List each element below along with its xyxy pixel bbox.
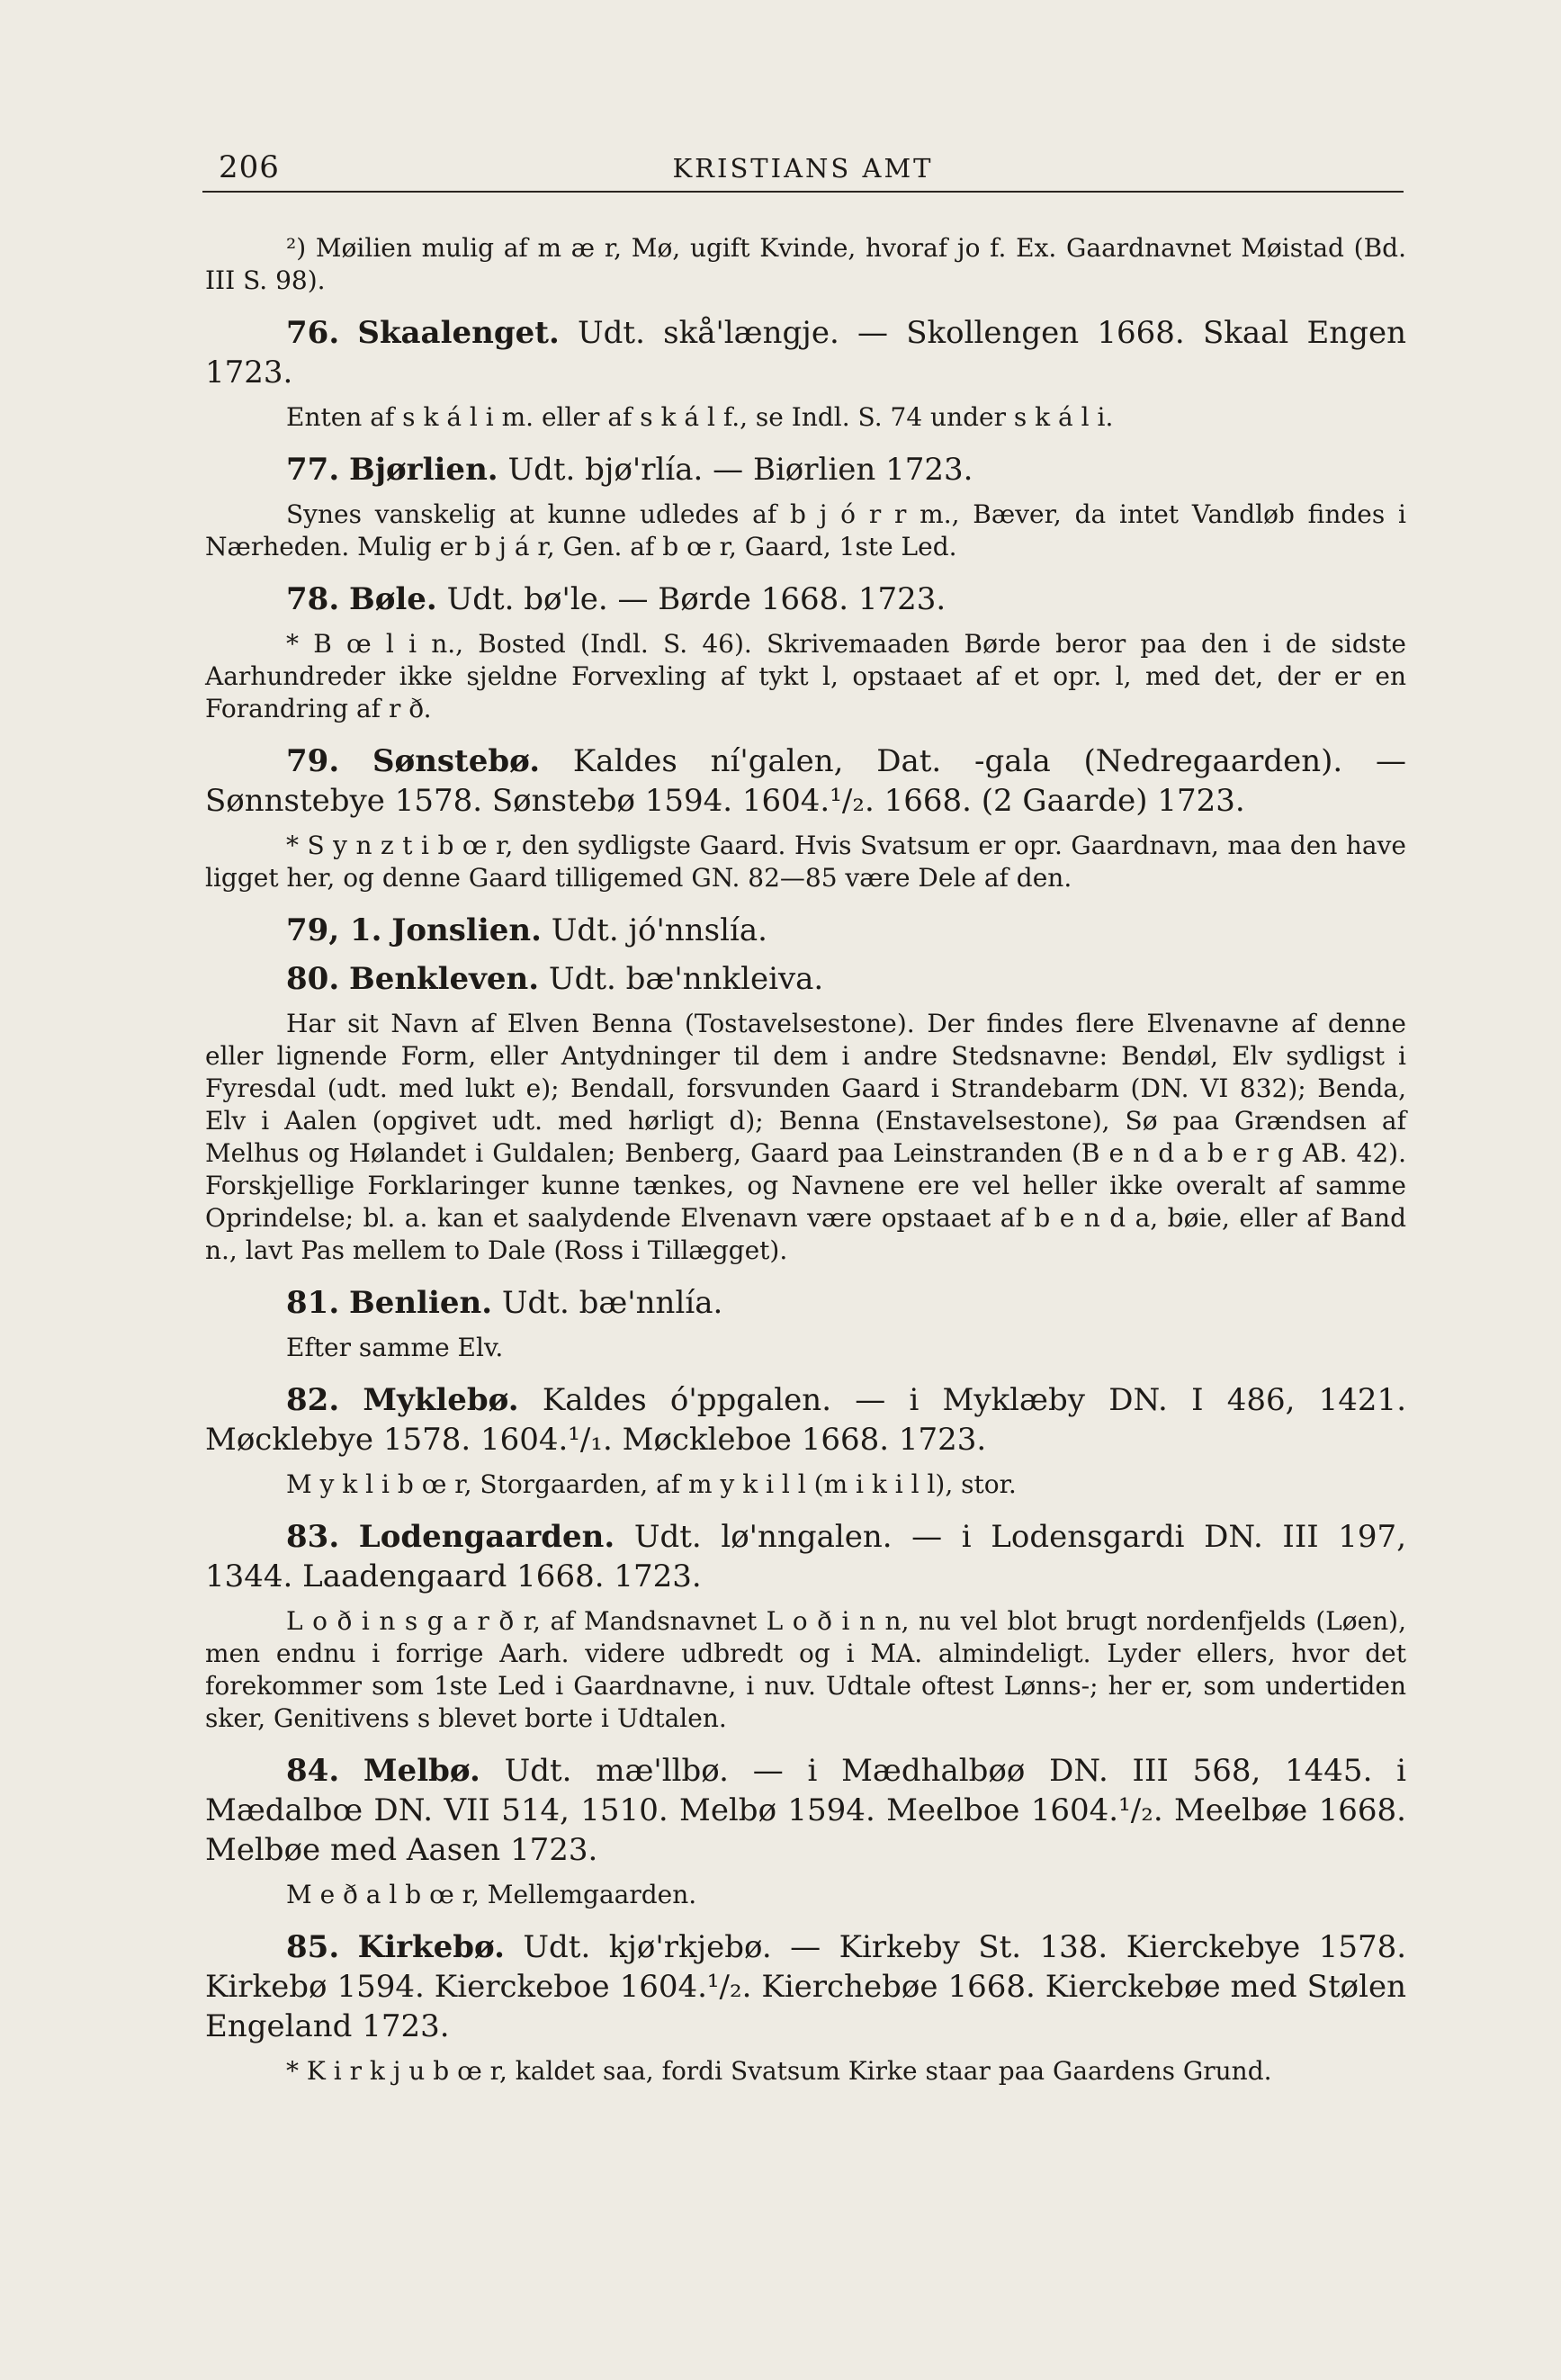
- paragraph-text: ²) Møilien mulig af m æ r, Mø, ugift Kvinde, hvoraf jo f. Ex. Gaardnavnet Møistad (Bd. III S. 98).: [205, 233, 1406, 295]
- entry-paragraph: [205, 911, 1406, 950]
- note-paragraph: [205, 1008, 1406, 1267]
- entry-title: Myklebø.: [363, 1382, 519, 1418]
- entry-paragraph: [205, 450, 1406, 489]
- entry-number: 84.: [286, 1753, 340, 1789]
- paragraph-text: Udt. skå'længje. — Skollengen 1668. Skaal Engen 1723.: [205, 315, 1406, 391]
- entry-paragraph: [205, 1517, 1406, 1596]
- note-paragraph: [205, 498, 1406, 563]
- paragraph-text: Har sit Navn af Elven Benna (Tostavelsestone). Der findes flere Elvenavne af denne eller lignende Form, eller Antydninger til dem i andre Stedsnavne: Bendøl, Elv sydligst i Fyresdal (udt. med lukt e); Bendall, forsvunden Gaard i Strandebarm (DN. VI 832); Benda, Elv i Aalen (opgivet udt. med hørligt d); Benna (Enstavelsestone), Sø paa Grændsen af Melhus og Hølandet i Guldalen; Benberg, Gaard paa Leinstranden (B e n d a b e r g AB. 42). Forskjellige Forklaringer kunne tænkes, og Navnene ere vel heller ikke overalt af samme Oprindelse; bl. a. kan et saalydende Elvenavn være opstaaet af b e n d a, bøie, eller af Band n., lavt Pas mellem to Dale (Ross i Tillægget).: [205, 1009, 1406, 1265]
- entry-number: 79, 1.: [286, 912, 382, 948]
- entry-number: 81.: [286, 1285, 340, 1321]
- paragraph-text: Efter samme Elv.: [286, 1333, 504, 1362]
- page-body: [205, 232, 1406, 2104]
- paragraph-text: M e ð a l b œ r, Mellemgaarden.: [286, 1880, 697, 1909]
- entry-paragraph: [205, 313, 1406, 392]
- entry-paragraph: [205, 741, 1406, 821]
- paragraph-text: Kaldes ó'ppgalen. — i Myklæby DN. I 486, 1421. Møcklebye 1578. 1604.¹/₁. Møckleboe 1668. 1723.: [205, 1382, 1406, 1458]
- note-paragraph: [205, 1605, 1406, 1735]
- entry-title: Kirkebø.: [357, 1929, 505, 1965]
- entry-title: Skaalenget.: [357, 315, 560, 351]
- paragraph-text: Udt. lø'nngalen. — i Lodensgardi DN. III 197, 1344. Laadengaard 1668. 1723.: [205, 1519, 1406, 1594]
- paragraph-text: Udt. mæ'llbø. — i Mædhalbøø DN. III 568, 1445. i Mædalbœ DN. VII 514, 1510. Melbø 1594. Meelboe 1604.¹/₂. Meelbøe 1668. Melbøe med Aasen 1723.: [205, 1753, 1407, 1868]
- entry-paragraph: [205, 1927, 1406, 2046]
- paragraph-text: * K i r k j u b œ r, kaldet saa, fordi Svatsum Kirke staar paa Gaardens Grund.: [286, 2056, 1272, 2086]
- paragraph-text: Udt. bæ'nnkleiva.: [548, 961, 824, 997]
- entry-title: Benlien.: [348, 1285, 493, 1321]
- entry-title: Benkleven.: [348, 961, 540, 997]
- entry-title: Melbø.: [363, 1753, 480, 1789]
- entry-paragraph: [205, 1380, 1406, 1459]
- page-header: [202, 144, 1404, 193]
- paragraph-text: Udt. kjø'rkjebø. — Kirkeby St. 138. Kierckebye 1578. Kirkebø 1594. Kierckeboe 1604.¹/₂. Kierchebøe 1668. Kierckebøe med Stølen Engeland 1723.: [205, 1929, 1407, 2044]
- entry-title: Bøle.: [348, 581, 437, 617]
- paragraph-text: * S y n z t i b œ r, den sydligste Gaard. Hvis Svatsum er opr. Gaardnavn, maa den have ligget her, og denne Gaard tilligemed GN. 82—85 være Dele af den.: [205, 831, 1406, 893]
- paragraph-text: Enten af s k á l i m. eller af s k á l f., se Indl. S. 74 under s k á l i.: [286, 402, 1114, 432]
- note-paragraph: [205, 232, 1406, 297]
- entry-title: Jonslien.: [391, 912, 542, 948]
- paragraph-text: Synes vanskelig at kunne udledes af b j ó r r m., Bæver, da intet Vandløb findes i Nærheden. Mulig er b j á r, Gen. af b œ r, Gaard, 1ste Led.: [205, 499, 1406, 561]
- entry-title: Sønstebø.: [372, 743, 541, 779]
- entry-number: 82.: [286, 1382, 340, 1418]
- running-title: KRISTIANS AMT: [672, 153, 934, 184]
- page-number: 206: [219, 149, 280, 185]
- note-paragraph: [205, 1468, 1406, 1501]
- paragraph-text: Udt. bæ'nnlía.: [501, 1285, 723, 1321]
- paragraph-text: L o ð i n s g a r ð r, af Mandsnavnet L o ð i n n, nu vel blot brugt nordenfjelds (Løen), men endnu i forrige Aarh. videre udbredt og i MA. almindeligt. Lyder ellers, hvor det forekommer som 1ste Led i Gaardnavne, i nuv. Udtale oftest Lønns-; her er, som undertiden sker, Genitivens s blevet borte i Udtalen.: [205, 1606, 1406, 1733]
- note-paragraph: [205, 830, 1406, 894]
- entry-paragraph: [205, 959, 1406, 999]
- paragraph-text: Udt. jó'nnslía.: [551, 912, 767, 948]
- note-paragraph: [205, 2055, 1406, 2088]
- entry-number: 79.: [286, 743, 340, 779]
- paragraph-text: Udt. bjø'rlía. — Biørlien 1723.: [507, 452, 973, 488]
- entry-paragraph: [205, 1751, 1406, 1870]
- entry-number: 80.: [286, 961, 340, 997]
- paragraph-text: Udt. bø'le. — Børde 1668. 1723.: [446, 581, 946, 617]
- paragraph-text: Kaldes ní'galen, Dat. -gala (Nedregaarden). — Sønnstebye 1578. Sønstebø 1594. 1604.¹/₂. 1668. (2 Gaarde) 1723.: [205, 743, 1407, 819]
- entry-number: 78.: [286, 581, 340, 617]
- paragraph-text: * B œ l i n., Bosted (Indl. S. 46). Skrivemaaden Børde beror paa den i de sidste Aarhundreder ikke sjeldne Forvexling af tykt l, opstaaet af et opr. l, med det, der er en Forandring af r ð.: [205, 629, 1406, 723]
- note-paragraph: [205, 1879, 1406, 1911]
- entry-paragraph: [205, 579, 1406, 619]
- entry-title: Lodengaarden.: [358, 1519, 615, 1555]
- note-paragraph: [205, 628, 1406, 725]
- entry-number: 76.: [286, 315, 340, 351]
- entry-title: Bjørlien.: [348, 452, 498, 488]
- note-paragraph: [205, 401, 1406, 434]
- entry-number: 77.: [286, 452, 340, 488]
- paragraph-text: M y k l i b œ r, Storgaarden, af m y k i l l (m i k i l l), stor.: [286, 1469, 1017, 1499]
- entry-number: 83.: [286, 1519, 340, 1555]
- entry-number: 85.: [286, 1929, 340, 1965]
- note-paragraph: [205, 1332, 1406, 1364]
- entry-paragraph: [205, 1283, 1406, 1323]
